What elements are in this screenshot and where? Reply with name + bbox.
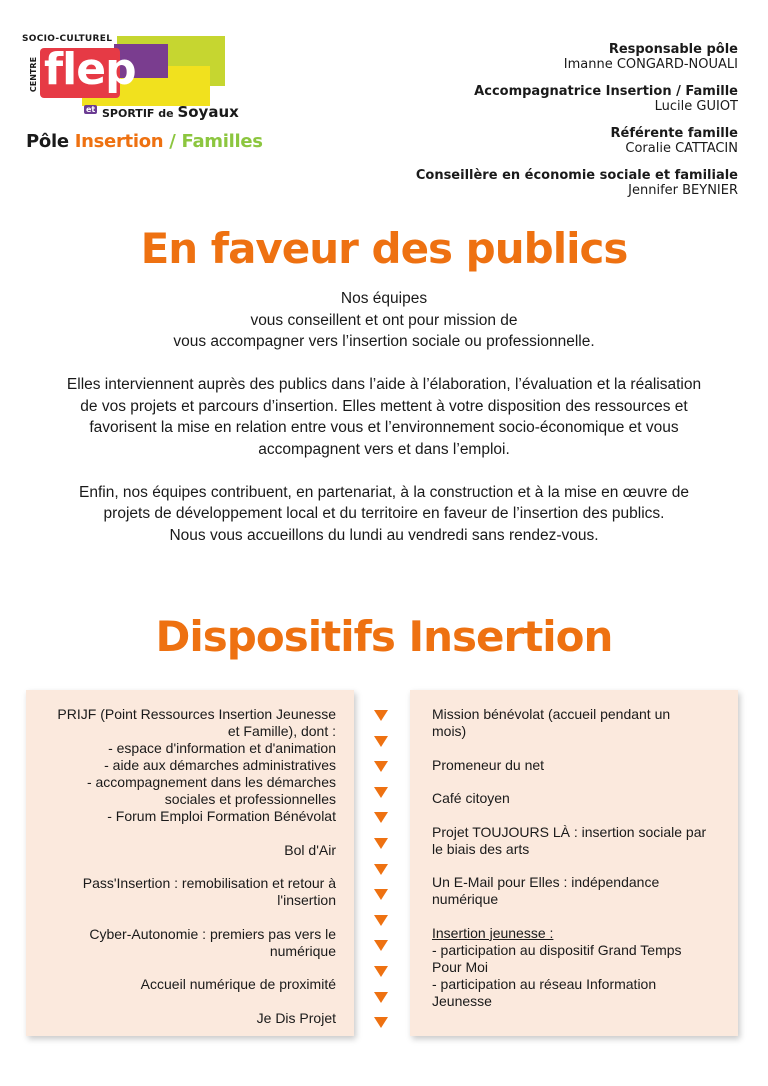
list-item: Un E-Mail pour Elles : indépendance numérique [432, 874, 660, 907]
down-arrow-icon [374, 940, 388, 951]
section-title-publics: En faveur des publics [140, 224, 628, 273]
list-item-jeunesse: Insertion jeunesse : - participation au dispositif Grand Temps Pour Moi - participation au réseau Information Jeunesse [432, 925, 728, 1010]
staff-role: Conseillère en économie sociale et familiale [415, 168, 738, 183]
section-title-dispositifs: Dispositifs Insertion [155, 612, 613, 661]
pole-title: Pôle Insertion / Familles [26, 131, 263, 152]
down-arrow-icon [374, 992, 388, 1003]
staff-person: Jennifer BEYNIER [628, 183, 738, 198]
down-arrow-icon [374, 761, 388, 772]
down-arrow-icon [374, 966, 388, 977]
list-item: Pass'Insertion : remobilisation et retour à l'insertion [82, 875, 336, 908]
list-item: Promeneur du net [432, 756, 545, 773]
down-arrow-icon [374, 787, 388, 798]
logo-sportif-text: SPORTIF de Soyaux [102, 103, 239, 121]
list-item: Projet TOUJOURS LÀ : insertion sociale par le biais des arts [432, 823, 707, 857]
intro-text [24, 288, 744, 568]
staff-role: Responsable pôle [608, 42, 738, 57]
logo-socio-text: SOCIO-CULTUREL [22, 34, 113, 44]
down-arrow-icon [374, 736, 388, 747]
staff-entry [378, 168, 738, 198]
logo-flep-text: flep [44, 44, 136, 95]
list-item: PRIJF (Point Ressources Insertion Jeunesse et Famille), dont : - espace d'information et d'animation - aide aux démarches administratives - accompagnement dans les démarches sociales et professionnelles - Forum Emploi Formation Bénévolat [57, 706, 336, 824]
dispositifs-right-panel [410, 690, 738, 1036]
list-item: Bol d'Air [284, 841, 336, 858]
dispositifs-left-panel [26, 690, 354, 1036]
down-arrow-icon [374, 812, 388, 823]
list-item: Je Dis Projet [256, 1009, 336, 1026]
logo-et-badge: et [86, 105, 96, 114]
jeunesse-heading: Insertion jeunesse : [432, 924, 554, 941]
list-item: Mission bénévolat (accueil pendant un mois) [432, 706, 671, 739]
down-arrow-icon [374, 915, 388, 926]
list-item: Accueil numérique de proximité [140, 976, 336, 992]
staff-person: Imanne CONGARD-NOUALI [563, 57, 738, 72]
staff-list [378, 42, 738, 210]
staff-person: Lucile GUIOT [654, 99, 738, 114]
staff-entry [378, 42, 738, 72]
flep-logo [22, 34, 239, 124]
down-arrow-icon [374, 889, 388, 900]
down-arrow-icon [374, 1017, 388, 1028]
down-arrow-icon [374, 838, 388, 849]
staff-entry [378, 126, 738, 156]
staff-role: Accompagnatrice Insertion / Famille [474, 84, 738, 99]
staff-person: Coralie CATTACIN [625, 141, 738, 156]
intro-paragraph-1: Nos équipes vous conseillent et ont pour mission de vous accompagner vers l’insertion sociale ou professionnelle. [173, 290, 595, 350]
down-arrow-icon [374, 864, 388, 875]
intro-paragraph-3: Enfin, nos équipes contribuent, en partenariat, à la construction et à la mise en œuvre de projets de développement local et du territoire en faveur de l’insertion des publics. Nous vous accueillons du lundi au vendredi sans rendez-vous. [78, 483, 690, 544]
logo-centre-text: CENTRE [29, 56, 39, 93]
staff-role: Référente famille [610, 126, 738, 141]
list-item: Cyber-Autonomie : premiers pas vers le numérique [89, 925, 336, 959]
list-item: Café citoyen [432, 790, 510, 806]
down-arrow-icon [374, 710, 388, 721]
intro-paragraph-2: Elles interviennent auprès des publics dans l’aide à l’élaboration, l’évaluation et la réalisation de vos projets et parcours d’insertion. Elles mettent à votre disposition des ressources et favorisent la mise en relation entre vous et l’environnement socio-économique et vous accompagnent vers et dans l’emploi. [66, 376, 702, 458]
staff-entry [378, 84, 738, 114]
